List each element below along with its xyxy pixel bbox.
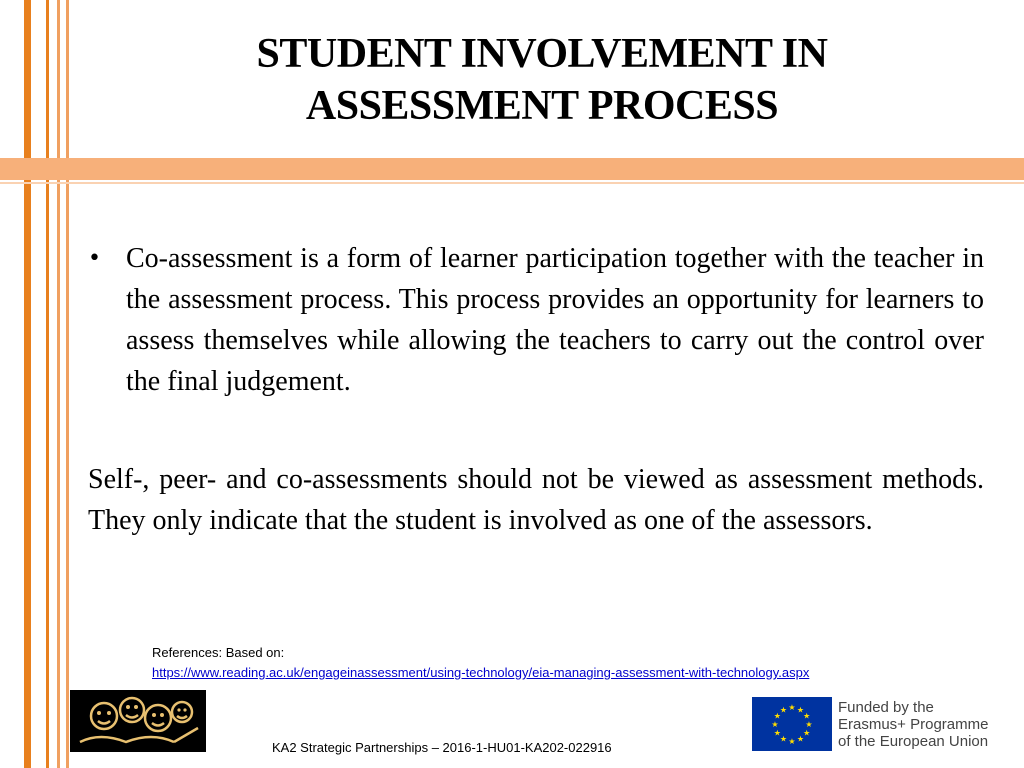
references: [152, 643, 809, 683]
bullet-text: Co-assessment is a form of learner participation together with the teacher in the assessment process. This process provides an opportunity for learners to assess themselves while allowing the teachers to carry out the control over the final judgement.: [126, 243, 984, 397]
eu-star-icon: ★: [779, 705, 788, 715]
eu-star-icon: ★: [773, 711, 781, 721]
eu-star-icon: ★: [779, 734, 788, 744]
eu-star-icon: ★: [788, 703, 796, 712]
eu-star-icon: ★: [803, 728, 811, 738]
eu-line-3: of the European Union: [838, 733, 989, 750]
left-accent-line-3: [57, 0, 60, 768]
eu-star-icon: ★: [803, 711, 811, 721]
eu-star-icon: ★: [788, 737, 796, 746]
references-link[interactable]: https://www.reading.ac.uk/engageinassessment/using-technology/eia-managing-assessment-with-technology.aspx: [152, 665, 810, 680]
header-band-thin: [0, 182, 1024, 184]
left-accent-line-2: [46, 0, 49, 768]
eu-line-2: Erasmus+ Programme: [838, 716, 989, 733]
eu-funding-logo: [752, 697, 998, 753]
eu-star-icon: ★: [773, 728, 781, 738]
title-line-1: STUDENT INVOLVEMENT IN: [256, 31, 828, 77]
references-label: References: Based on:: [152, 645, 285, 660]
body-paragraph: Self-, peer- and co-assessments should not be viewed as assessment methods. They only indicate that the student is involved as one of the assessors.: [88, 464, 984, 536]
eu-funding-text: [838, 699, 988, 750]
smiley-books-icon: [70, 690, 206, 752]
eu-star-icon: ★: [805, 720, 813, 729]
slide-title: [120, 28, 964, 132]
eu-star-icon: ★: [796, 734, 805, 744]
title-line-2: ASSESSMENT PROCESS: [305, 83, 779, 129]
left-accent-line-4: [66, 0, 69, 768]
footer-text: KA2 Strategic Partnerships – 2016-1-HU01-KA202-022916: [272, 740, 612, 755]
eu-star-icon: ★: [771, 720, 779, 729]
eu-line-1: Funded by the: [838, 699, 934, 716]
bullet-item: [88, 238, 984, 402]
header-band: [0, 158, 1024, 180]
project-logo: [70, 690, 206, 752]
bullet-dot: •: [88, 246, 101, 271]
eu-star-icon: ★: [796, 705, 805, 715]
eu-flag-icon: [752, 697, 832, 751]
left-accent-line-1: [24, 0, 31, 768]
